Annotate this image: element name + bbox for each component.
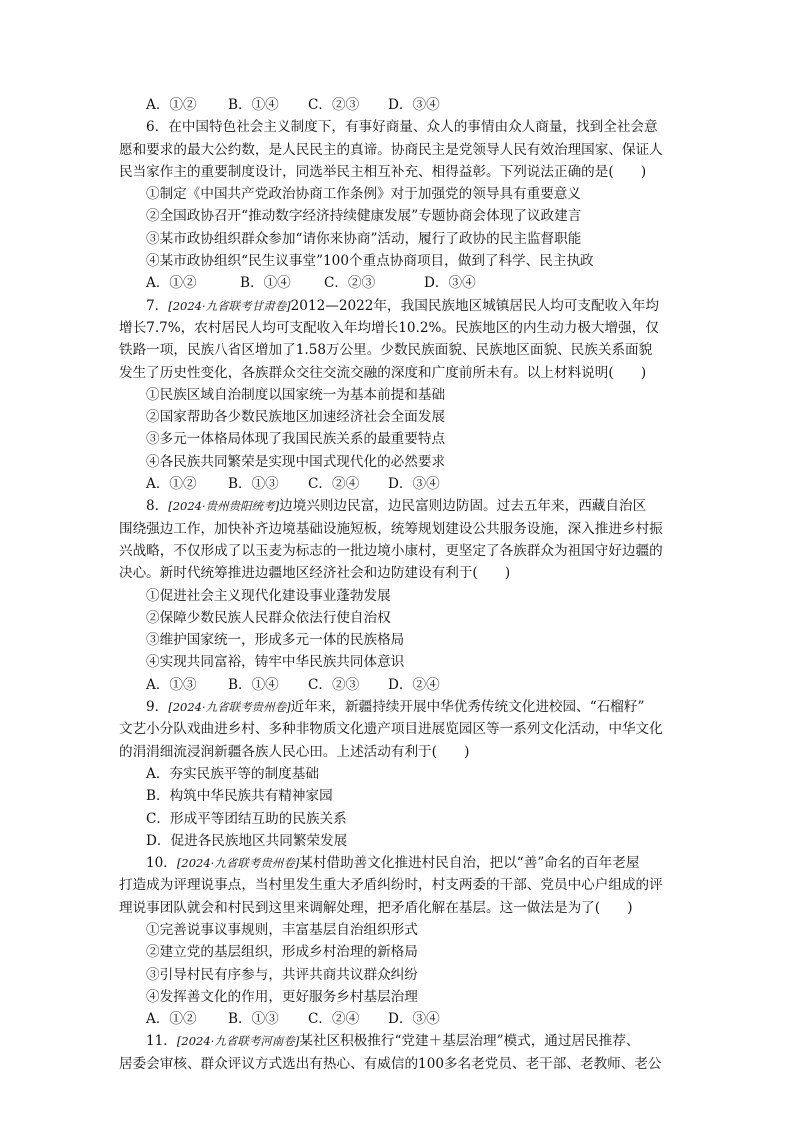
q8-item-1: ①促进社会主义现代化建设事业蓬勃发展: [146, 587, 391, 604]
q8-options: [0, 674, 794, 696]
q8-stem-line: 围绕强边工作，加快补齐边境基础设施短板，统筹规划建设公共服务设施，深入推进乡村振: [119, 520, 663, 537]
q7-option-c[interactable]: C．②④: [308, 476, 360, 493]
q10-source: [2024·九省联考贵州卷]: [176, 856, 300, 871]
q8-option-d[interactable]: D．②④: [388, 676, 440, 693]
q11-stem-first-line: [0, 1030, 794, 1052]
question-9: [0, 696, 794, 852]
question-list: [0, 94, 794, 1075]
q7-item-2: ②国家帮助各少数民族地区加速经济社会全面发展: [146, 409, 446, 426]
q11-stem-start: 某社区积极推行“党建＋基层治理”模式，通过居民推荐、: [299, 1033, 640, 1050]
q8-number: 8．: [146, 498, 169, 515]
q7-options: [0, 473, 794, 495]
q6-stem-line: 愿和要求的最大公约数，是人民民主的真谛。协商民主是党领导人民有效治理国家、保证人: [119, 141, 663, 158]
q8-option-c[interactable]: C．②③: [308, 676, 360, 693]
q7-number: 7．: [146, 297, 169, 314]
q8-stem-line: 兴战略，不仅形成了以玉麦为标志的一批边境小康村，更坚定了各族群众为祖国守好边疆的: [119, 542, 663, 559]
q10-option-c[interactable]: C．②④: [308, 1011, 360, 1028]
q9-stem-start: 近年来，新疆持续开展中华优秀传统文化进校园、“石榴籽”: [290, 699, 645, 716]
q10-stem-line: 打造成为评理说事点，当村里发生重大矛盾纠纷时，村支两委的干部、党员中心户组成的评: [119, 877, 663, 894]
q7-stem-start: 2012—2022年，我国民族地区城镇居民人均可支配收入年均: [290, 297, 659, 314]
q5-option-a[interactable]: A．①②: [146, 97, 197, 113]
q9-number: 9．: [146, 699, 169, 716]
q8-source: [2024·贵州贵阳统考]: [168, 499, 280, 514]
q11-source: [2024·九省联考河南卷]: [176, 1034, 300, 1049]
q9-stem-first-line: [0, 696, 794, 718]
q8-stem-start: 边境兴则边民富，边民富则边防固。过去五年来，西藏自治区: [279, 498, 647, 515]
q9-source: [2024·九省联考贵州卷]: [168, 700, 291, 715]
q5-options: [0, 94, 794, 116]
q7-item-4: ④各民族共同繁荣是实现中国式现代化的必然要求: [146, 453, 446, 470]
q9-option-a[interactable]: A．夯实民族平等的制度基础: [146, 765, 319, 782]
q6-stem-line: 6．在中国特色社会主义制度下，有事好商量、众人的事情由众人商量，找到全社会意: [146, 119, 658, 136]
q10-option-b[interactable]: B．①③: [228, 1011, 279, 1028]
q6-item-1: ①制定《中国共产党政治协商工作条例》对于加强党的领导具有重要意义: [146, 186, 581, 203]
question-7: [0, 295, 794, 496]
q6-option-a[interactable]: A．①②: [146, 275, 197, 292]
q10-stem-line: 理说事团队就会和村民到这里来调解处理，把矛盾化解在基层。这一做法是为了( ): [119, 899, 633, 916]
q6-item-2: ②全国政协召开“推动数字经济持续健康发展”专题协商会体现了议政建言: [146, 208, 582, 225]
q8-item-2: ②保障少数民族人民群众依法行使自治权: [146, 609, 391, 626]
q8-item-4: ④实现共同富裕，铸牢中华民族共同体意识: [146, 654, 405, 671]
q7-stem-line: 铁路一项，民族八省区增加了1.58万公里。少数民族面貌、民族地区面貌、民族关系面貌: [119, 342, 653, 359]
q8-option-a[interactable]: A．①③: [146, 676, 197, 693]
q5-option-b[interactable]: B．①④: [228, 97, 279, 113]
q10-item-2: ②建立党的基层组织，形成乡村治理的新格局: [146, 944, 418, 961]
q6-option-d[interactable]: D．③④: [424, 275, 476, 292]
q7-stem-first-line: [0, 295, 794, 317]
q8-item-3: ③维护国家统一，形成多元一体的民族格局: [146, 632, 405, 649]
question-6: [0, 116, 794, 294]
question-10: [0, 852, 794, 1030]
q10-item-1: ①完善说事议事规则，丰富基层自治组织形式: [146, 921, 418, 938]
q10-options: [0, 1008, 794, 1030]
q7-option-d[interactable]: D．③④: [388, 476, 440, 493]
q9-option-b[interactable]: B．构筑中华民族共有精神家园: [146, 788, 333, 805]
q10-stem-start: 某村借助善文化推进村民自治，把以“善”命名的百年老屋: [299, 855, 640, 872]
q10-option-a[interactable]: A．①②: [146, 1011, 197, 1028]
q8-stem-line: 决心。新时代统筹推进边疆地区经济社会和边防建设有利于( ): [119, 565, 511, 582]
q7-source: [2024·九省联考甘肃卷]: [168, 298, 291, 313]
q7-stem-line: 发生了历史性变化，各族群众交往交流交融的深度和广度前所未有。以上材料说明( ): [119, 364, 647, 381]
q6-options: [0, 272, 794, 294]
q11-number: 11．: [146, 1033, 177, 1050]
q7-item-3: ③多元一体格局体现了我国民族关系的最重要特点: [146, 431, 446, 448]
q5-option-c[interactable]: C．②③: [308, 97, 360, 113]
q8-option-b[interactable]: B．①④: [228, 676, 279, 693]
q7-stem-line: 增长7.7%，农村居民人均可支配收入年均增长10.2%。民族地区的内生动力极大增强，仅: [119, 319, 659, 336]
q9-stem-line: 的涓涓细流浸润新疆各族人民心田。上述活动有利于( ): [119, 743, 470, 760]
q6-item-4: ④某市政协组织“民生议事堂”100个重点协商项目，做到了科学、民主执政: [146, 253, 594, 270]
q9-option-d[interactable]: D．促进各民族地区共同繁荣发展: [146, 832, 348, 849]
question-8: [0, 495, 794, 696]
q10-stem-first-line: [0, 852, 794, 874]
q10-number: 10．: [146, 855, 177, 872]
q9-stem-line: 文艺小分队戏曲进乡村、多种非物质文化遗产项目进展览园区等一系列文化活动，中华文化: [119, 721, 663, 738]
q6-option-b[interactable]: B．①④: [240, 275, 291, 292]
q6-stem-line: 民当家作主的重要制度设计，同选举民主相互补充、相得益彰。下列说法正确的是( ): [119, 163, 647, 180]
q6-option-c[interactable]: C．②③: [324, 275, 376, 292]
question-11: [0, 1030, 794, 1075]
q7-option-a[interactable]: A．①②: [146, 476, 197, 493]
q10-item-3: ③引导村民有序参与，共评共商共议群众纠纷: [146, 966, 418, 983]
q10-option-d[interactable]: D．③④: [388, 1011, 440, 1028]
q8-stem-first-line: [0, 495, 794, 517]
q7-item-1: ①民族区域自治制度以国家统一为基本前提和基础: [146, 386, 446, 403]
q11-stem-line: 居委会审核、群众评议方式选出有热心、有威信的100多名老党员、老干部、老教师、老公: [119, 1055, 662, 1072]
q9-option-c[interactable]: C．形成平等团结互助的民族关系: [146, 810, 347, 827]
q5-option-d[interactable]: D．③④: [388, 97, 440, 113]
q10-item-4: ④发挥善文化的作用，更好服务乡村基层治理: [146, 988, 418, 1005]
q6-item-3: ③某市政协组织群众参加“请你来协商”活动，履行了政协的民主监督职能: [146, 230, 582, 247]
q7-option-b[interactable]: B．①③: [228, 476, 279, 493]
